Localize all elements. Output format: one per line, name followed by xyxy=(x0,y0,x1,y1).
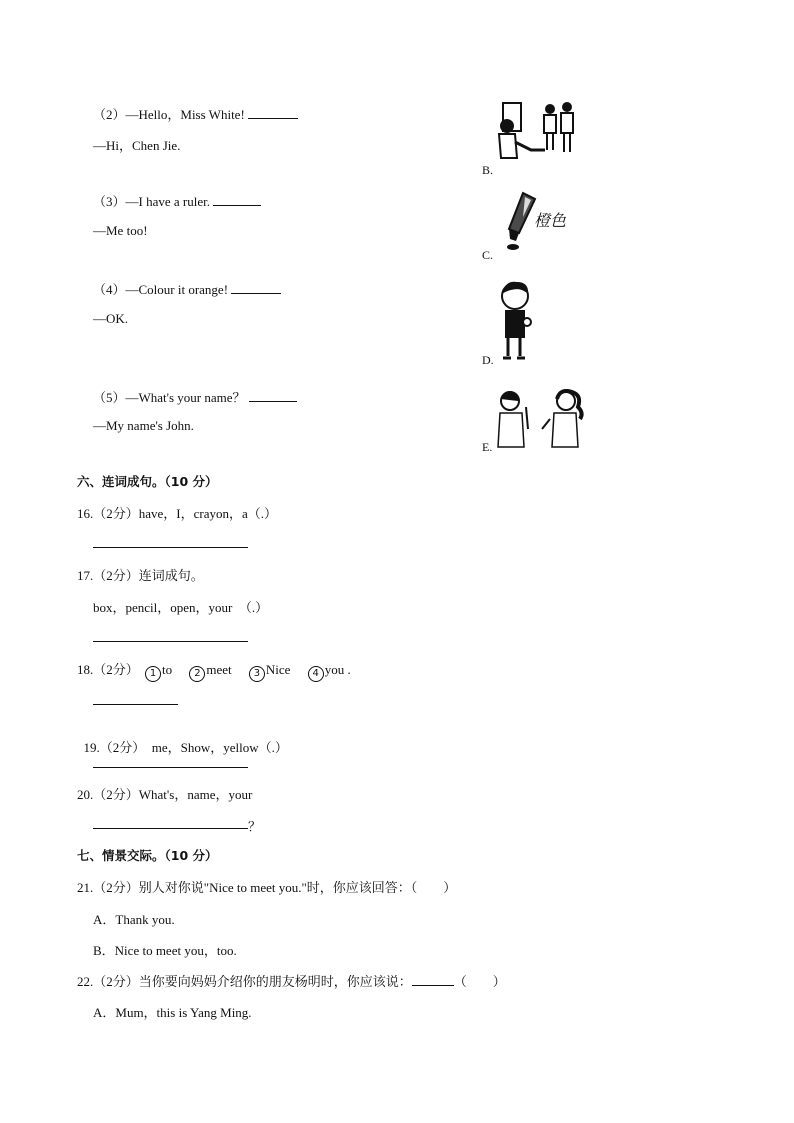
answer-line-17[interactable] xyxy=(93,641,248,642)
circled-number-icon: 2 xyxy=(189,666,205,682)
question-17 xyxy=(77,565,204,584)
match-item-2-question xyxy=(93,104,298,123)
question-text: have，I，crayon，a（.） xyxy=(138,506,278,521)
circled-number-icon: 4 xyxy=(308,666,324,682)
picture-letter-e: E. xyxy=(482,440,493,454)
question-21-option-b[interactable]: B．Nice to meet you，too. xyxy=(93,943,237,958)
match-item-3-text: （3）—I have a ruler. xyxy=(93,194,214,209)
answer-line-18[interactable] xyxy=(93,704,178,705)
question-text: 当你要向妈妈介绍你的朋友杨明时，你应该说： xyxy=(138,974,412,989)
question-21 xyxy=(77,877,456,896)
answer-line-20[interactable] xyxy=(93,828,248,829)
match-item-4-question xyxy=(93,279,281,298)
picture-letter-c: C. xyxy=(482,248,494,262)
question-19 xyxy=(77,721,288,756)
paint-tube-caption: 橙色 xyxy=(534,211,567,230)
question-16 xyxy=(77,503,277,522)
question-22 xyxy=(77,971,506,990)
question-text: What's，name，your xyxy=(138,787,253,802)
answer-line-19[interactable] xyxy=(93,767,248,768)
section-6-title: 六、连词成句。（10 分） xyxy=(77,474,218,489)
question-22-option-a[interactable]: A．Mum，this is Yang Ming. xyxy=(93,1005,252,1020)
match-item-5-text: （5）—What's your name？ xyxy=(93,390,249,405)
picture-letter-b: B. xyxy=(482,163,494,177)
answer-line-16[interactable] xyxy=(93,547,248,548)
question-text: 连词成句。 xyxy=(138,568,204,583)
question-17-words: box，pencil，open，your （.） xyxy=(93,600,269,615)
match-item-4-reply: —OK. xyxy=(93,311,129,326)
answer-blank[interactable] xyxy=(248,106,298,119)
question-number: 19.（2分） xyxy=(83,740,146,755)
answer-blank[interactable] xyxy=(249,389,297,402)
question-21-option-a[interactable]: A．Thank you. xyxy=(93,912,175,927)
match-item-5-reply: —My name's John. xyxy=(93,418,194,433)
two-children-talking-icon xyxy=(496,389,588,451)
boy-icon xyxy=(497,278,537,364)
match-item-5-question xyxy=(93,387,297,406)
question-20 xyxy=(77,784,252,803)
answer-paren: （ ） xyxy=(453,974,506,989)
match-item-3-reply: —Me too! xyxy=(93,223,148,238)
option-4: 4 you . xyxy=(308,662,351,677)
match-item-2-text: （2）—Hello，Miss White! xyxy=(93,107,249,122)
question-20-end: ？ xyxy=(248,819,262,834)
question-number: 21.（2分） xyxy=(77,880,139,895)
teacher-and-students-icon xyxy=(493,100,583,162)
question-text: me，Show，yellow（.） xyxy=(145,740,288,755)
picture-letter-d: D. xyxy=(482,353,494,367)
option-3: 3 Nice xyxy=(249,662,291,677)
answer-blank[interactable] xyxy=(412,973,454,986)
match-item-4-text: （4）—Colour it orange! xyxy=(93,282,232,297)
question-18 xyxy=(77,659,351,682)
answer-blank[interactable] xyxy=(213,193,261,206)
answer-blank[interactable] xyxy=(231,281,281,294)
circled-number-icon: 3 xyxy=(249,666,265,682)
section-7-title: 七、情景交际。（10 分） xyxy=(77,848,218,863)
option-1: 1 to xyxy=(145,662,172,677)
question-number: 18.（2分） xyxy=(77,662,139,677)
option-2: 2 meet xyxy=(189,662,231,677)
match-item-2-reply: —Hi，Chen Jie. xyxy=(93,138,181,153)
question-number: 22.（2分） xyxy=(77,974,139,989)
question-number: 16.（2分） xyxy=(77,506,139,521)
match-item-3-question xyxy=(93,191,261,210)
question-number: 20.（2分） xyxy=(77,787,139,802)
question-number: 17.（2分） xyxy=(77,568,139,583)
question-text: 别人对你说"Nice to meet you."时，你应该回答：（ ） xyxy=(138,880,457,895)
circled-number-icon: 1 xyxy=(145,666,161,682)
